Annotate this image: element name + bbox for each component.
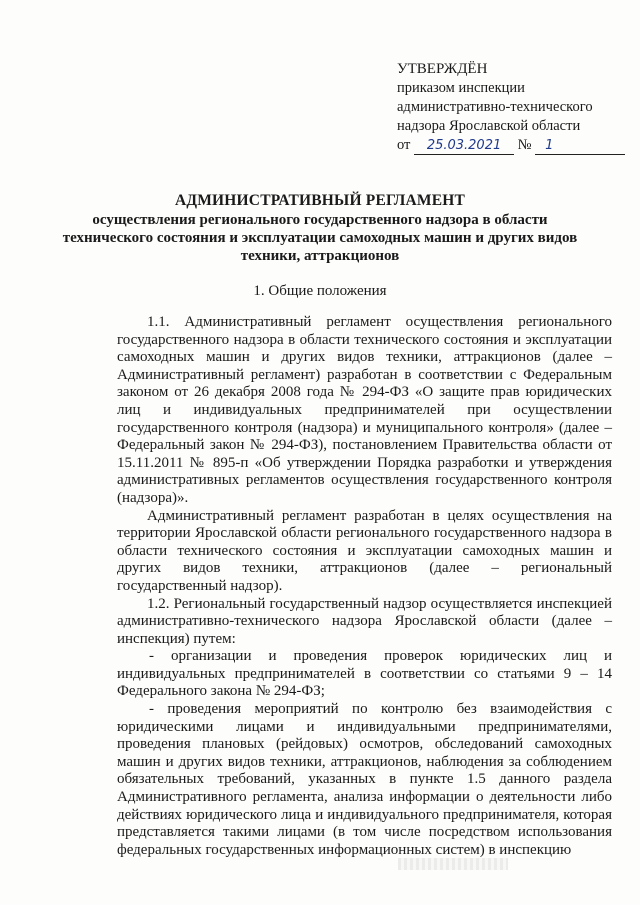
section-title: 1. Общие положения: [253, 283, 387, 299]
approval-title: УТВЕРЖДЁН: [397, 61, 488, 77]
faint-stamp-mark: [398, 858, 508, 870]
document-subtitle: осуществления регионального государственного надзора в области технического состояния и эксплуатации самоходных машин и других видов техники, аттракционов: [62, 212, 578, 264]
document-body: [117, 314, 612, 859]
document-title: АДМИНИСТРАТИВНЫЙ РЕГЛАМЕНТ: [174, 192, 466, 209]
approval-number-handwritten: 1: [535, 138, 625, 155]
approval-number-label: №: [517, 137, 532, 153]
approval-block: [397, 60, 627, 155]
approval-line: приказом инспекции: [397, 80, 525, 96]
document-header: [60, 192, 580, 265]
approval-date-prefix: от: [397, 137, 411, 153]
paragraph: Административный регламент разработан в целях осуществления на территории Ярославской области регионального государственного надзора в области технического состояния и эксплуатации самоходных машин и других видов техники, аттракционов (далее – региональный государственный надзор).: [117, 507, 612, 594]
paragraph: 1.2. Региональный государственный надзор осуществляется инспекцией административно-технического надзора Ярославской области (далее – инспекция) путем:: [117, 595, 612, 647]
approval-line: административно-технического: [397, 99, 593, 115]
approval-date-row: [397, 136, 627, 155]
approval-line: надзора Ярославской области: [397, 118, 581, 134]
paragraph: 1.1. Административный регламент осуществления регионального государственного надзора в области технического состояния и эксплуатации самоходных машин и других видов техники, аттракционов (далее – Административный регламент) разработан в соответствии с Федеральным законом от 26 декабря 2008 года № 294-ФЗ «О защите прав юридических лиц и индивидуальных предпринимателей при осуществлении государственного контроля (надзора) и муниципального контроля» (далее – Федеральный закон № 294-ФЗ), постановлением Правительства области от 15.11.2011 № 895-п «Об утверждении Порядка разработки и утверждения административных регламентов осуществления государственного контроля (надзора)».: [117, 314, 612, 506]
approval-date-handwritten: 25.03.2021: [414, 138, 514, 155]
list-item: - организации и проведения проверок юридических лиц и индивидуальных предпринимателей в соответствии со статьями 9 – 14 Федерального закона № 294-ФЗ;: [117, 648, 612, 700]
list-item: - проведения мероприятий по контролю без взаимодействия с юридическими лицами и индивидуальными предпринимателями, проведения плановых (рейдовых) осмотров, обследований самоходных машин и других видов техники, аттракционов, наблюдения за соблюдением обязательных требований, указанных в пункте 1.5 данного раздела Административного регламента, анализа информации о деятельности либо действиях юридического лица и индивидуального предпринимателя, которая представляется такими лицами (в том числе посредством использования федеральных государственных информационных систем) в инспекцию: [117, 701, 612, 858]
